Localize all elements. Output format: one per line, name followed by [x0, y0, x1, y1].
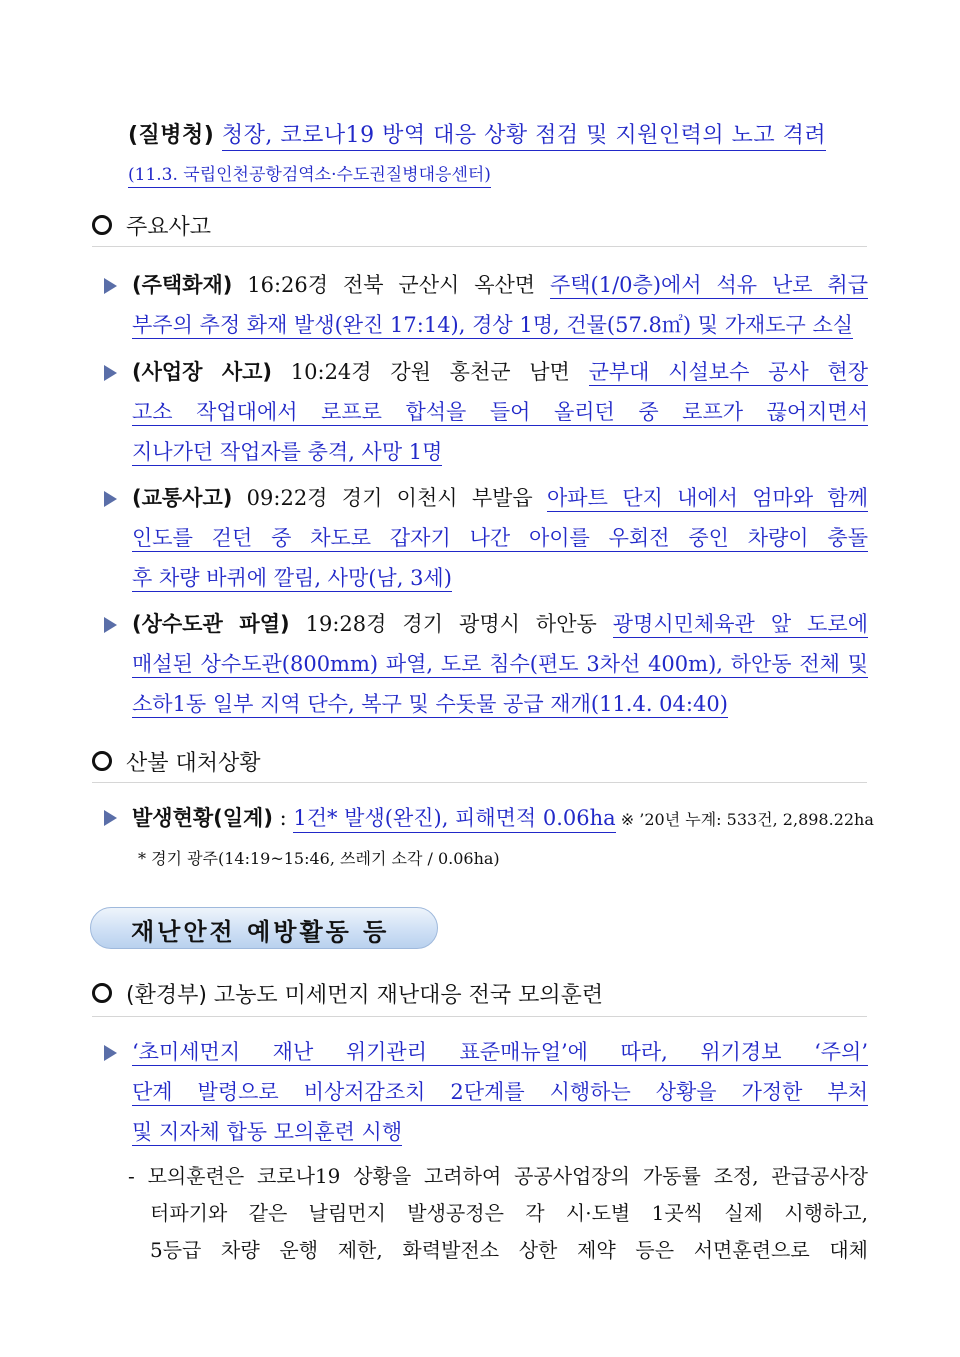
circle-bullet-icon [92, 215, 112, 235]
accident-tag: (사업장 사고) [132, 360, 273, 384]
fire-status-value: 1건* 발생(완진), 피해면적 0.06ha [293, 806, 615, 833]
triangle-bullet-icon [104, 491, 117, 507]
circle-bullet-icon [92, 983, 112, 1003]
section-heading-accidents: 주요사고 [92, 210, 211, 241]
triangle-bullet-icon [104, 617, 117, 633]
fire-status-label: 발생현황(일계) [132, 806, 273, 830]
section-heading-env-drill: (환경부) 고농도 미세먼지 재난대응 전국 모의훈련 [92, 978, 603, 1009]
section-divider [92, 246, 867, 247]
triangle-bullet-icon [104, 365, 117, 381]
activity-title: 청장, 코로나19 방역 대응 상황 점검 및 지원인력의 노고 격려 [222, 123, 826, 151]
accident-tag: (상수도관 파열) [132, 612, 290, 636]
fire-cumulative-note: ※ ’20년 누계: 533건, 2,898.22ha [615, 810, 874, 829]
press-activity-line [128, 118, 826, 149]
agency-tag: (질병청) [128, 123, 215, 148]
accident-tag: (교통사고) [132, 486, 233, 510]
accident-tag: (주택화재) [132, 273, 233, 297]
section-heading-fire: 산불 대처상황 [92, 746, 261, 777]
circle-bullet-icon [92, 751, 112, 771]
section-divider [92, 1016, 867, 1017]
triangle-bullet-icon [104, 810, 117, 826]
fire-footnote: * 경기 광주(14:19~15:46, 쓰레기 소각 / 0.06ha) [138, 849, 500, 868]
section-banner: 재난안전 예방활동 등 [90, 907, 438, 949]
activity-location: (11.3. 국립인천공항검역소·수도권질병대응센터) [128, 160, 491, 185]
section-divider [92, 782, 867, 783]
triangle-bullet-icon [104, 278, 117, 294]
triangle-bullet-icon [104, 1045, 117, 1061]
env-drill-detail: - 모의훈련은 코로나19 상황을 고려하여 공공사업장의 가동률 조정, 관급공사장 터파기와 같은 날림먼지 발생공정은 각 시·도별 1곳씩 실제 시행하고, 5등급 차량 운행 제한, 화력발전소 상한 제약 등은 서면훈련으로 대체 [128, 1164, 868, 1262]
